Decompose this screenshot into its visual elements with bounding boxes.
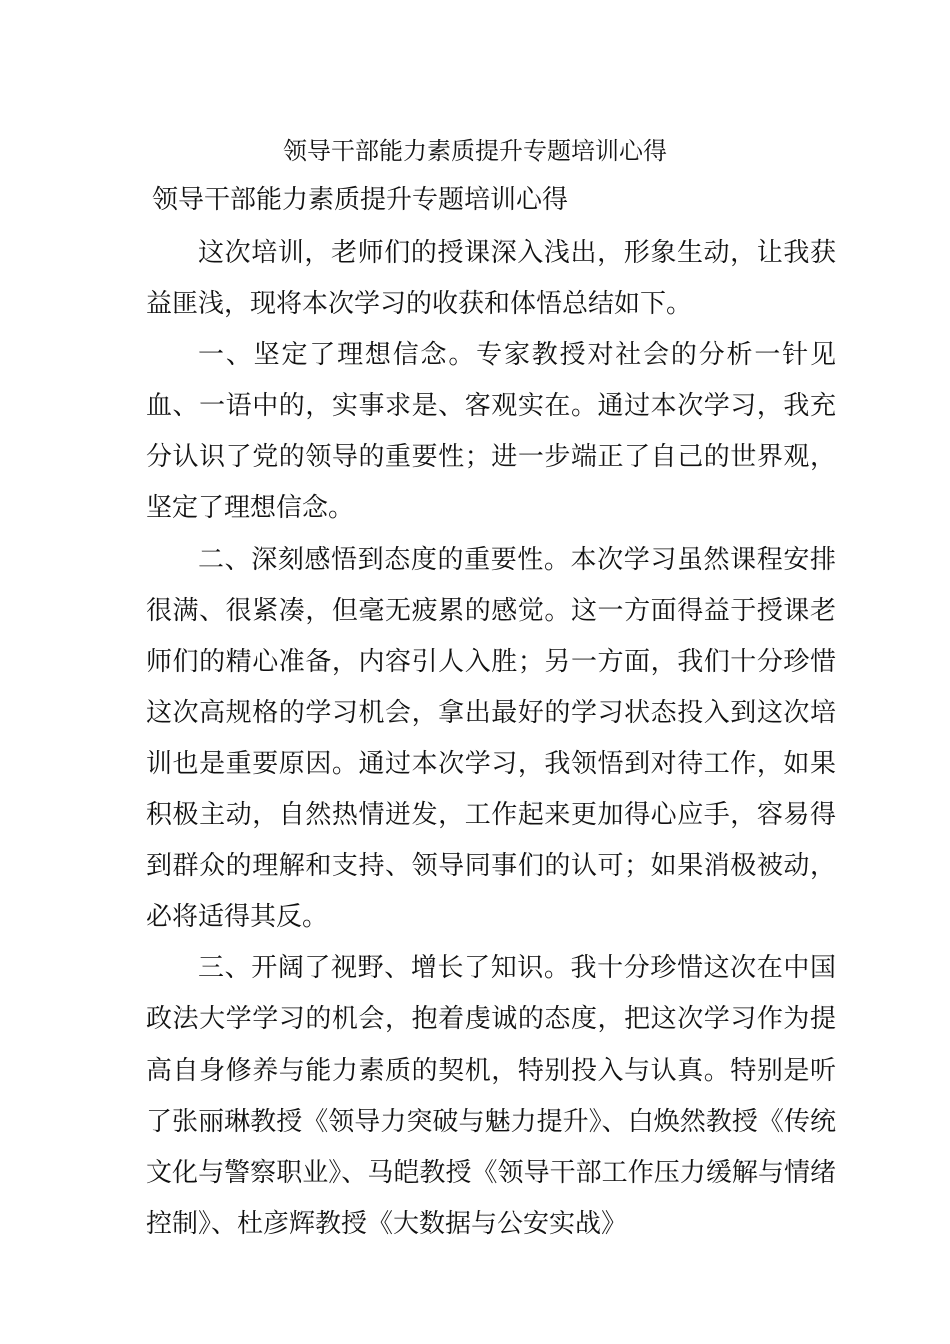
document-subtitle: 领导干部能力素质提升专题培训心得	[152, 185, 569, 215]
section-three-paragraph: 三、开阔了视野、增长了知识。我十分珍惜这次在中国政法大学学习的机会，抱着虔诚的态度，把这次学习作为提高自身修养与能力素质的契机，特别投入与认真。特别是听了张丽琳教授《领导力突破与魅力提升》、白焕然教授《传统文化与警察职业》、马皑教授《领导干部工作压力缓解与情绪控制》、杜彦辉教授《大数据与公安实战》	[146, 953, 836, 1239]
document-body	[146, 228, 836, 1250]
section-two-paragraph: 二、深刻感悟到态度的重要性。本次学习虽然课程安排很满、很紧凑，但毫无疲累的感觉。这一方面得益于授课老师们的精心准备，内容引人入胜；另一方面，我们十分珍惜这次高规格的学习机会，拿出最好的学习状态投入到这次培训也是重要原因。通过本次学习，我领悟到对待工作，如果积极主动，自然热情迸发，工作起来更加得心应手，容易得到群众的理解和支持、领导同事们的认可；如果消极被动，必将适得其反。	[146, 544, 836, 933]
section-one-paragraph: 一、坚定了理想信念。专家教授对社会的分析一针见血、一语中的，实事求是、客观实在。通过本次学习，我充分认识了党的领导的重要性；进一步端正了自己的世界观，坚定了理想信念。	[146, 340, 836, 524]
intro-paragraph: 这次培训，老师们的授课深入浅出，形象生动，让我获益匪浅，现将本次学习的收获和体悟总结如下。	[146, 238, 836, 320]
page-title: 领导干部能力素质提升专题培训心得	[283, 137, 667, 165]
